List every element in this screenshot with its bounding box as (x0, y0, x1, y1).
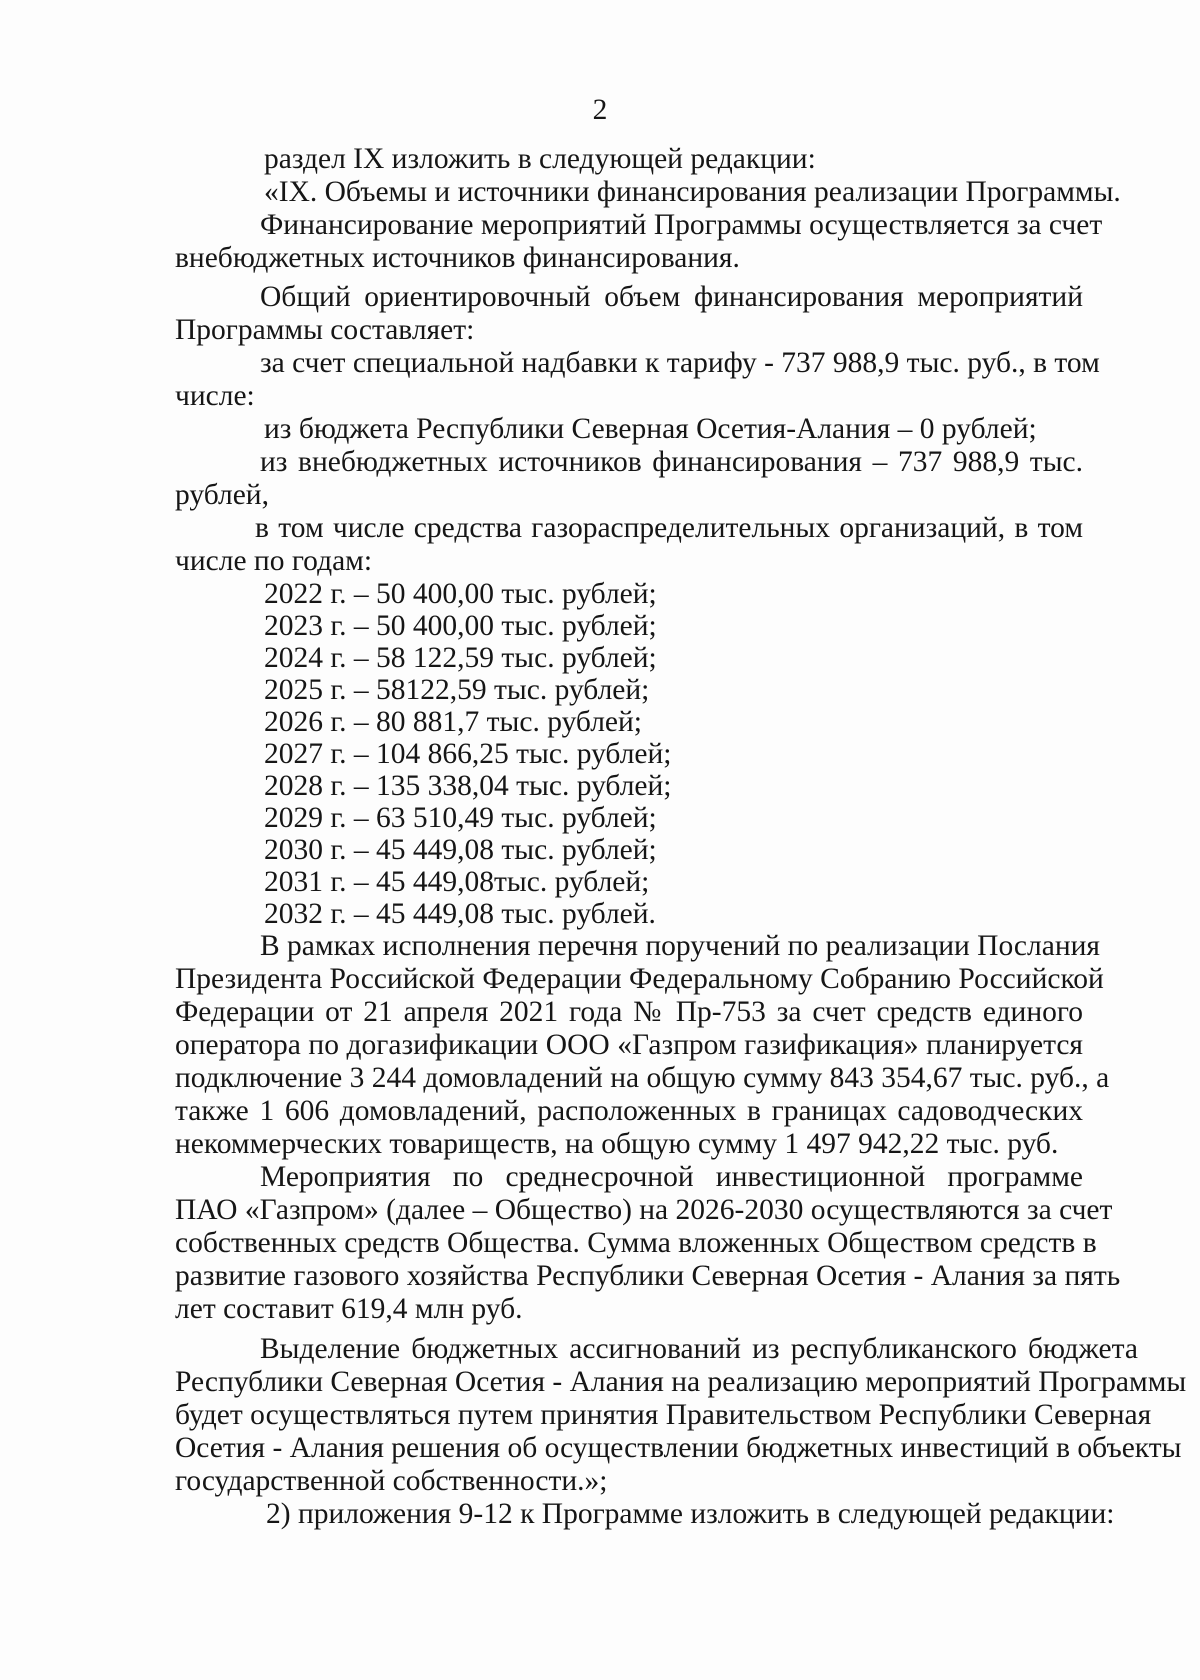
text-line: Выделение бюджетных ассигнований из республиканского бюджета (260, 1333, 1138, 1365)
year-item: 2023 г. – 50 400,00 тыс. рублей; (264, 610, 657, 642)
year-item: 2031 г. – 45 449,08тыс. рублей; (264, 866, 650, 898)
year-item: 2025 г. – 58122,59 тыс. рублей; (264, 674, 650, 706)
text-line: развитие газового хозяйства Республики Северная Осетия - Алания за пять (175, 1260, 1121, 1292)
year-item: 2028 г. – 135 338,04 тыс. рублей; (264, 770, 672, 802)
text-line: в том числе средства газораспределительных организаций, в том (255, 512, 1083, 544)
year-item: 2029 г. – 63 510,49 тыс. рублей; (264, 802, 657, 834)
text-line: раздел IX изложить в следующей редакции: (264, 143, 816, 175)
year-item: 2032 г. – 45 449,08 тыс. рублей. (264, 898, 656, 930)
text-line: за счет специальной надбавки к тарифу - 737 988,9 тыс. руб., в том (260, 347, 1100, 379)
year-item: 2026 г. – 80 881,7 тыс. рублей; (264, 706, 642, 738)
text-line: собственных средств Общества. Сумма вложенных Обществом средств в (175, 1227, 1097, 1259)
section-heading: «IX. Объемы и источники финансирования реализации Программы. (264, 176, 1121, 208)
year-item: 2022 г. – 50 400,00 тыс. рублей; (264, 578, 657, 610)
text-line: будет осуществляться путем принятия Правительством Республики Северная (175, 1399, 1152, 1431)
text-line: числе: (175, 380, 255, 412)
year-item: 2024 г. – 58 122,59 тыс. рублей; (264, 642, 657, 674)
text-line: В рамках исполнения перечня поручений по реализации Послания (260, 930, 1100, 962)
text-line: рублей, (175, 479, 269, 511)
text-line: Республики Северная Осетия - Алания на реализацию мероприятий Программы (175, 1366, 1187, 1398)
year-item: 2027 г. – 104 866,25 тыс. рублей; (264, 738, 672, 770)
text-line: из бюджета Республики Северная Осетия-Алания – 0 рублей; (264, 413, 1037, 445)
page-number: 2 (592, 94, 608, 126)
text-line: Общий ориентировочный объем финансирования мероприятий (260, 281, 1083, 313)
text-line: Мероприятия по среднесрочной инвестиционной программе (260, 1161, 1083, 1193)
text-line: государственной собственности.»; (175, 1465, 608, 1497)
text-line: 2) приложения 9-12 к Программе изложить в следующей редакции: (266, 1498, 1115, 1530)
text-line: оператора по догазификации ООО «Газпром газификация» планируется (175, 1029, 1083, 1061)
text-line: также 1 606 домовладений, расположенных в границах садоводческих (175, 1095, 1083, 1127)
text-line: ПАО «Газпром» (далее – Общество) на 2026-2030 осуществляются за счет (175, 1194, 1113, 1226)
text-line: Федерации от 21 апреля 2021 года № Пр-753 за счет средств единого (175, 996, 1083, 1028)
text-line: лет составит 619,4 млн руб. (175, 1293, 523, 1325)
text-line: внебюджетных источников финансирования. (175, 242, 740, 274)
text-line: Президента Российской Федерации Федеральному Собранию Российской (175, 963, 1104, 995)
text-line: Финансирование мероприятий Программы осуществляется за счет (260, 209, 1103, 241)
text-line: некоммерческих товариществ, на общую сумму 1 497 942,22 тыс. руб. (175, 1128, 1059, 1160)
text-line: подключение 3 244 домовладений на общую сумму 843 354,67 тыс. руб., а (175, 1062, 1110, 1094)
text-line: Осетия - Алания решения об осуществлении бюджетных инвестиций в объекты (175, 1432, 1182, 1464)
year-item: 2030 г. – 45 449,08 тыс. рублей; (264, 834, 657, 866)
text-line: числе по годам: (175, 545, 373, 577)
text-line: Программы составляет: (175, 314, 475, 346)
text-line: из внебюджетных источников финансирования – 737 988,9 тыс. (260, 446, 1083, 478)
